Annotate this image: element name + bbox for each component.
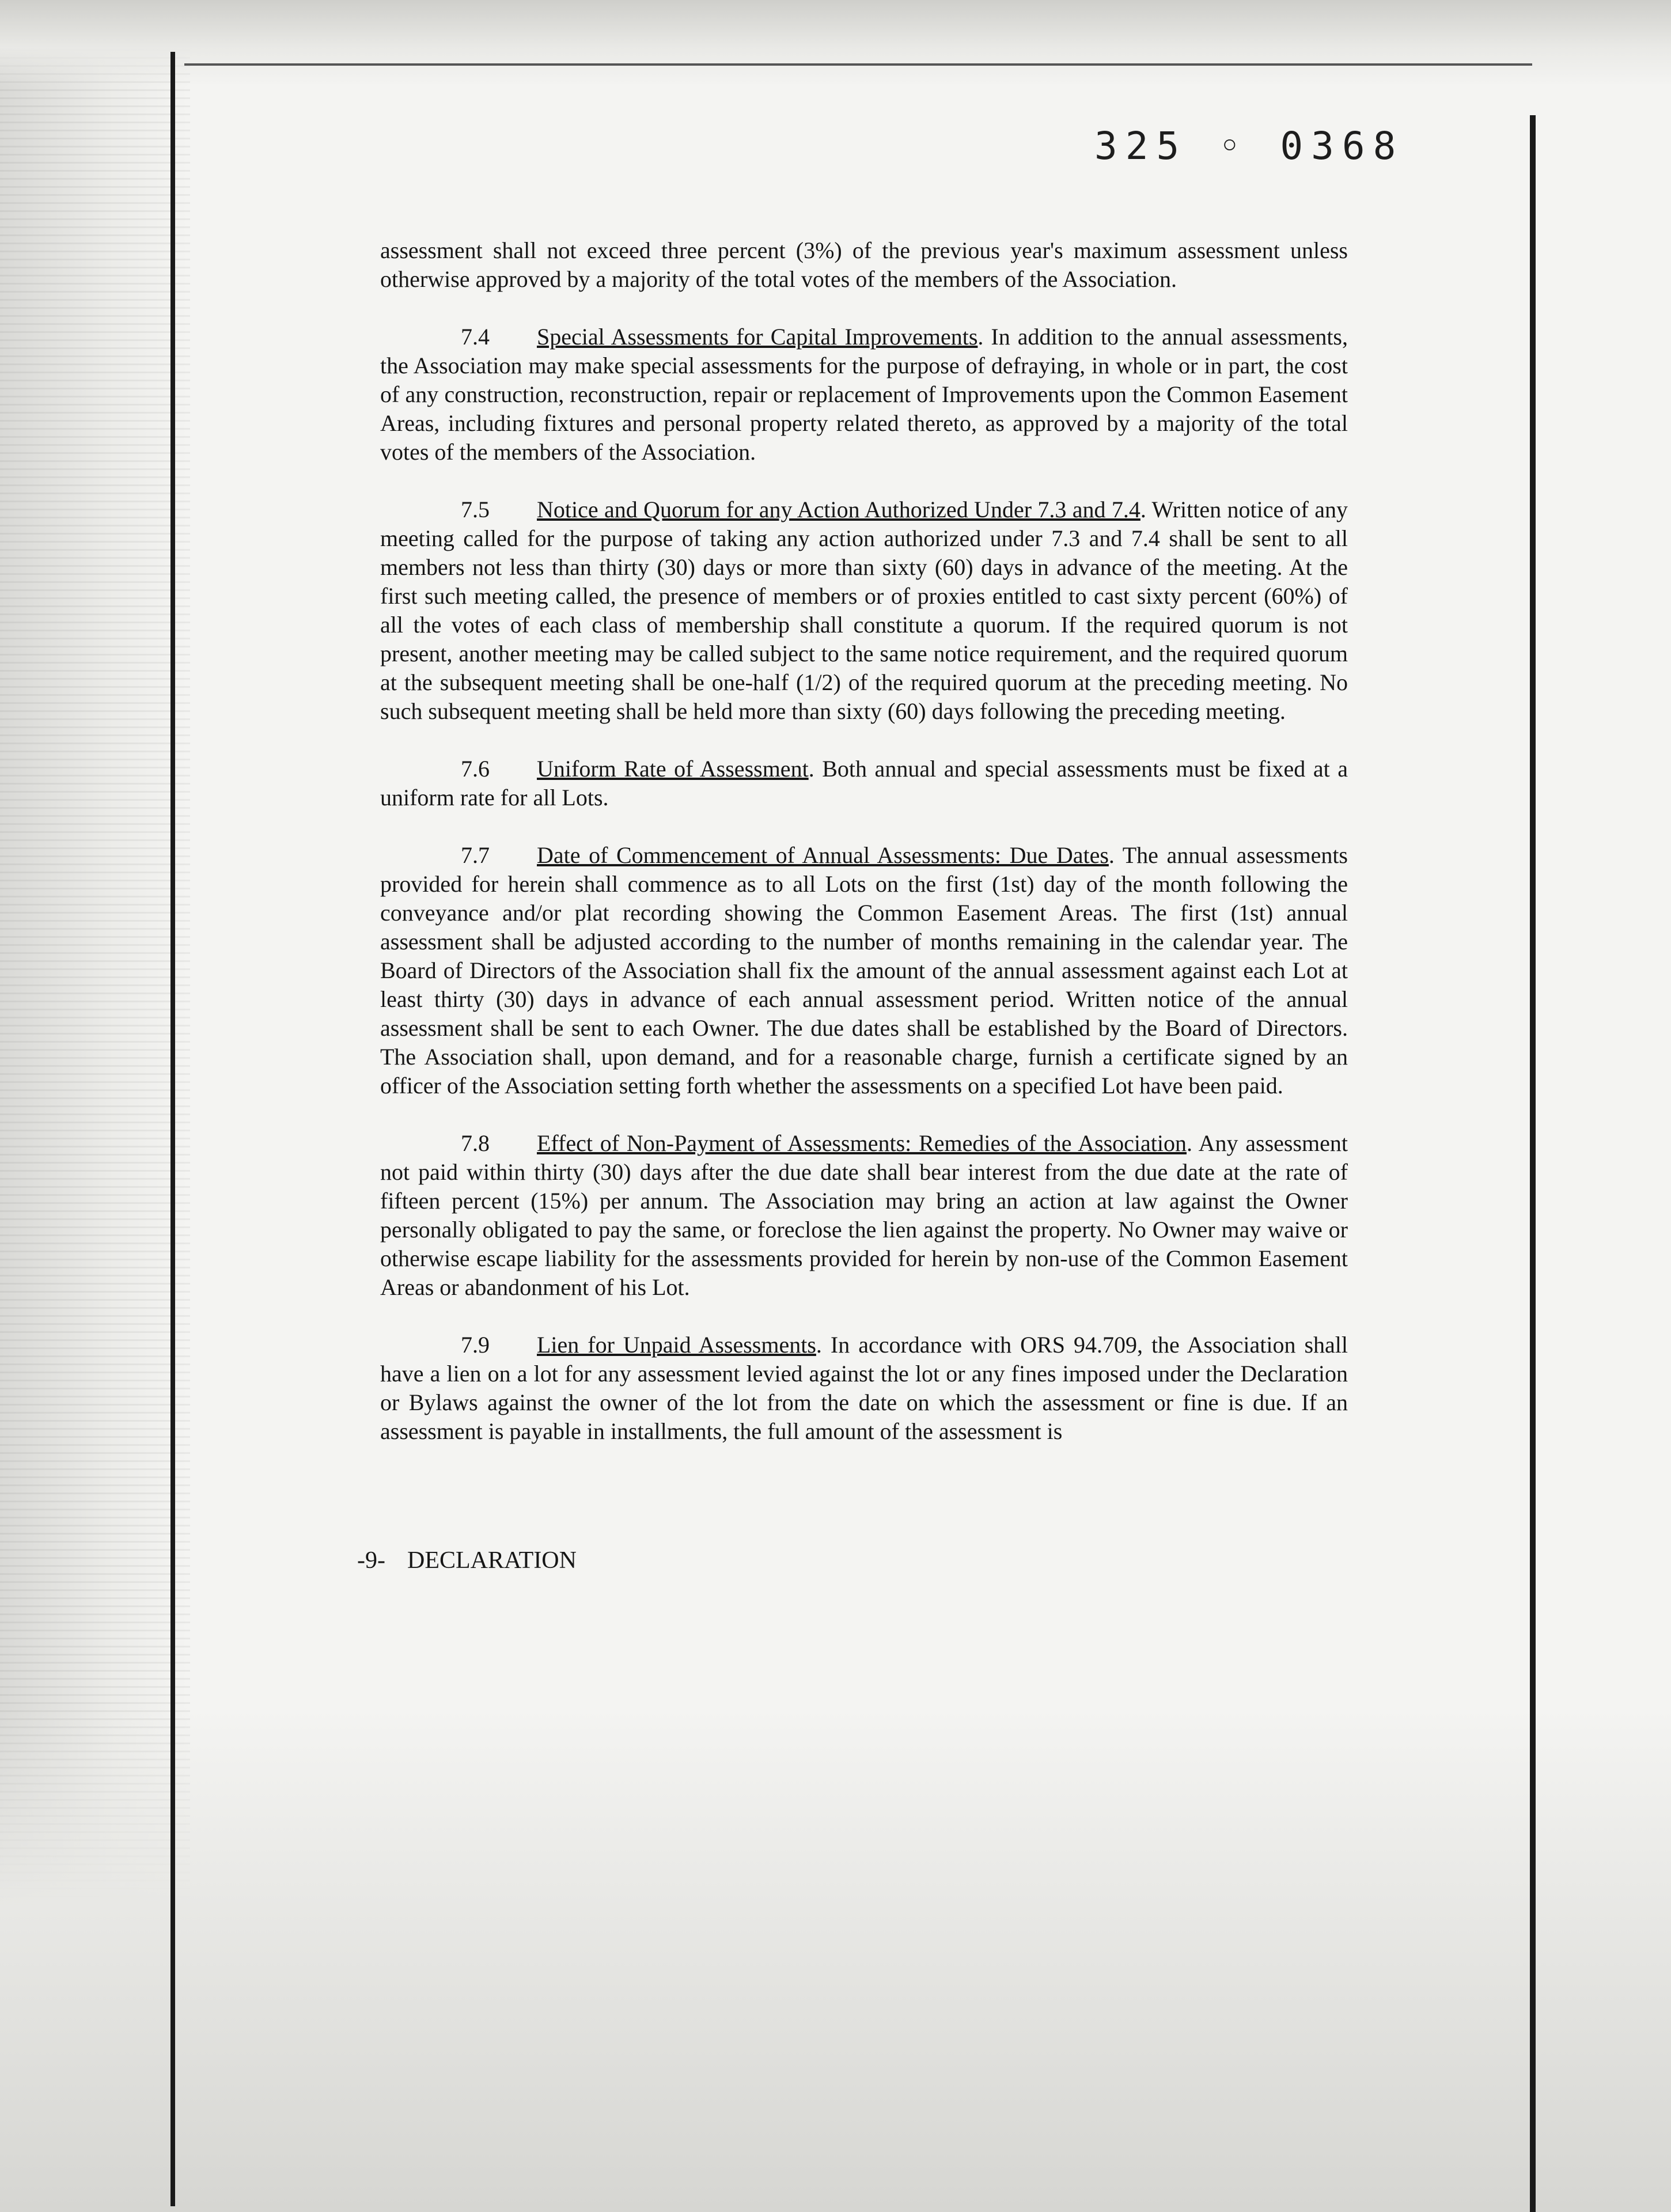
scan-edge-right bbox=[1530, 115, 1536, 2212]
section-body: . Written notice of any meeting called for the purpose of taking any action authorized under 7.3 and 7.4 shall be sent to all members not less than thirty (30) days or more than sixty (60) days in advance of the meeting. At the first such meeting called, the presence of members or of proxies entitled to cast sixty percent (60%) of all the votes of each class of membership shall constitute a quorum. If the required quorum is not present, another meeting may be called subject to the same notice requirement, and the required quorum at the subsequent meeting shall be one-half (1/2) of the required quorum at the preceding meeting. No such subsequent meeting shall be held more than sixty (60) days following the preceding meeting. bbox=[380, 497, 1348, 724]
section-heading: Special Assessments for Capital Improvements bbox=[537, 324, 978, 350]
section-heading: Uniform Rate of Assessment bbox=[537, 756, 809, 782]
document-body bbox=[380, 236, 1348, 1475]
section-number: 7.7 bbox=[461, 842, 490, 868]
section-body: . In addition to the annual assessments, the Association may make special assessments for the purpose of defraying, in whole or in part, the cost of any construction, reconstruction, repair or replacement of Improvements upon the Common Easement Areas, including fixtures and personal property related thereto, as approved by a majority of the total votes of the members of the Association. bbox=[380, 324, 1348, 465]
section-heading: Effect of Non-Payment of Assessments: Remedies of the Association bbox=[537, 1130, 1187, 1156]
section-7-7 bbox=[380, 841, 1348, 1100]
section-number: 7.5 bbox=[461, 497, 490, 522]
section-7-6 bbox=[380, 755, 1348, 812]
document-label: DECLARATION bbox=[407, 1547, 577, 1574]
section-body: . Any assessment not paid within thirty (30) days after the due date shall bear interest from the due date at the rate of fifteen percent (15%) per annum. The Association may bring an action at law against the Owner personally obligated to pay the same, or foreclose the lien against the property. No Owner may waive or otherwise escape liability for the assessments provided for herein by non-use of the Common Easement Areas or abandonment of his Lot. bbox=[380, 1130, 1348, 1300]
section-number: 7.4 bbox=[461, 324, 490, 350]
scan-shadow-bottom bbox=[0, 1705, 1671, 2212]
section-body: . Both annual and special assessments must be fixed at a uniform rate for all Lots. bbox=[380, 756, 1348, 810]
section-number: 7.9 bbox=[461, 1332, 490, 1358]
section-7-9 bbox=[380, 1331, 1348, 1446]
page-footer bbox=[357, 1547, 598, 1574]
page-number: -9- bbox=[357, 1547, 385, 1574]
scan-edge-top bbox=[184, 63, 1532, 66]
section-number: 7.8 bbox=[461, 1130, 490, 1156]
section-heading: Date of Commencement of Annual Assessments: Due Dates bbox=[537, 842, 1109, 868]
scan-shadow-top bbox=[0, 0, 1671, 86]
section-7-5 bbox=[380, 495, 1348, 726]
section-7-4 bbox=[380, 323, 1348, 467]
section-body: . In accordance with ORS 94.709, the Association shall have a lien on a lot for any assessment levied against the lot or any fines imposed under the Declaration or Bylaws against the owner of the lot from the date on which the assessment or fine is due. If an assessment is payable in installments, the full amount of the assessment is bbox=[380, 1332, 1348, 1444]
section-number: 7.6 bbox=[461, 756, 490, 782]
section-heading: Lien for Unpaid Assessments bbox=[537, 1332, 816, 1358]
carry-over-paragraph: assessment shall not exceed three percent (3%) of the previous year's maximum assessment unless otherwise approved by a majority of the total votes of the members of the Association. bbox=[380, 237, 1348, 292]
section-7-8 bbox=[380, 1129, 1348, 1302]
section-heading: Notice and Quorum for any Action Authorized Under 7.3 and 7.4 bbox=[537, 497, 1140, 522]
scan-edge-left bbox=[170, 52, 175, 2206]
recording-stamp: 325 ◦ 0368 bbox=[1094, 124, 1404, 168]
section-body: . The annual assessments provided for herein shall commence as to all Lots on the first (1st) day of the month following the conveyance and/or plat recording showing the Common Easement Areas. The first (1st) annual assessment shall be adjusted according to the number of months remaining in the calendar year. The Board of Directors of the Association shall fix the amount of the annual assessment against each Lot at least thirty (30) days in advance of each annual assessment period. Written notice of the annual assessment shall be sent to each Owner. The due dates shall be established by the Board of Directors. The Association shall, upon demand, and for a reasonable charge, furnish a certificate signed by an officer of the Association setting forth whether the assessments on a specified Lot have been paid. bbox=[380, 842, 1348, 1099]
